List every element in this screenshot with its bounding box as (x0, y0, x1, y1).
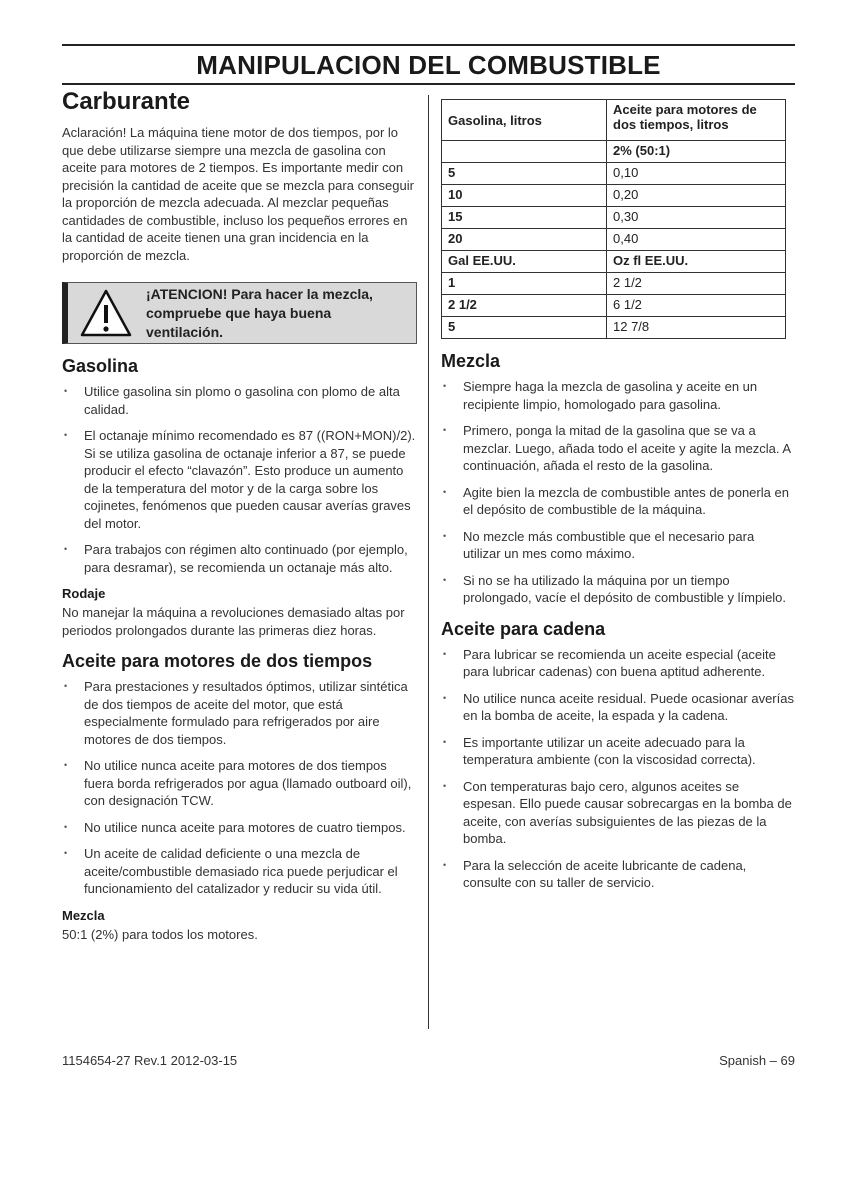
table-cell: 0,30 (607, 207, 786, 229)
table-cell: 0,10 (607, 163, 786, 185)
warning-text (146, 285, 408, 342)
carburante-intro: Aclaración! La máquina tiene motor de dos tiempos, por lo que debe utilizarse siempre una mezcla de gasolina con aceite para motores de 2 tiempos. Es importante medir con precisión la cantidad de aceite que se mezcla para conseguir la proporción de mezcla adecuada. Al mezclar pequeñas cantidades de combustible, incluso los pequeños errores en la cantidad de aceite tienen una gran incidencia en la proporción de mezcla. (62, 125, 414, 263)
list-item: • Con temperaturas bajo cero, algunos aceites se espesan. Ello puede causar sobrecargas en la bomba de aceite, con averías subsiguientes de las piezas de la bomba. (441, 778, 794, 848)
list-item: • Es importante utilizar un aceite adecuado para la temperatura ambiente (con la viscosidad correcta). (441, 734, 794, 769)
table-cell: 5 (442, 317, 607, 339)
column-divider (428, 95, 429, 1029)
warning-triangle-icon (80, 288, 132, 338)
list-item: • Si no se ha utilizado la máquina por un tiempo prolongado, vacíe el depósito de combustible y límpielo. (441, 572, 794, 607)
warning-line-1: ¡ATENCION! Para hacer la mezcla, (146, 285, 373, 302)
table-header-gasolina: Gasolina, litros (442, 100, 607, 141)
table-row (442, 251, 786, 273)
aceite-motor-heading: Aceite para motores de dos tiempos (62, 651, 373, 671)
table-row (442, 185, 786, 207)
aceite-motor-list (62, 678, 417, 898)
footer-page-number: Spanish – 69 (719, 1053, 795, 1068)
table-row (442, 141, 786, 163)
list-item: • No utilice nunca aceite para motores de dos tiempos fuera borda refrigerados por agua (llamado outboard oil), con designación TCW. (62, 757, 417, 810)
table-cell: 2 1/2 (442, 295, 607, 317)
title-rule-bottom (62, 83, 795, 85)
page-title: MANIPULACION DEL COMBUSTIBLE (196, 50, 661, 80)
table-cell: 0,40 (607, 229, 786, 251)
list-item: • Para lubricar se recomienda un aceite especial (aceite para lubricar cadenas) con buena aptitud adherente. (441, 646, 794, 681)
list-item: • Un aceite de calidad deficiente o una mezcla de aceite/combustible demasiado rica puede perjudicar el funcionamiento del catalizador y reducir su vida útil. (62, 845, 417, 898)
table-cell: 15 (442, 207, 607, 229)
table-cell: 1 (442, 273, 607, 295)
table-row (442, 295, 786, 317)
list-item: • Para la selección de aceite lubricante de cadena, consulte con su taller de servicio. (441, 857, 794, 892)
rodaje-heading: Rodaje (62, 586, 106, 601)
mezcla-list (441, 378, 794, 607)
list-item: • No mezcle más combustible que el necesario para utilizar un mes como máximo. (441, 528, 794, 563)
list-item: • Para prestaciones y resultados óptimos, utilizar sintética de dos tiempos de aceite del motor, que está especialmente formulado para refrigerados por aire motores de dos tiempos. (62, 678, 417, 748)
table-row (442, 317, 786, 339)
gasolina-heading: Gasolina (62, 356, 139, 376)
table-row (442, 163, 786, 185)
table-cell: 6 1/2 (607, 295, 786, 317)
mezcla-heading: Mezcla (441, 351, 501, 371)
table-cell: 5 (442, 163, 607, 185)
mezcla-ratio-heading: Mezcla (62, 907, 105, 923)
table-row (442, 207, 786, 229)
table-ratio: 2% (50:1) (607, 141, 786, 163)
list-item: • No utilice nunca aceite residual. Puede ocasionar averías en la bomba de aceite, la espada y la cadena. (441, 690, 794, 725)
list-item: • Agite bien la mezcla de combustible antes de ponerla en el depósito de combustible de la máquina. (441, 484, 794, 519)
list-item: • No utilice nunca aceite para motores de cuatro tiempos. (62, 819, 417, 837)
table-cell: 20 (442, 229, 607, 251)
fuel-mix-table (441, 99, 786, 339)
table-cell (442, 141, 607, 163)
list-item: • Primero, ponga la mitad de la gasolina que se va a mezclar. Luego, añada todo el aceite y agite la mezcla. A continuación, añada el resto de la gasolina. (441, 422, 794, 475)
title-rule-top (62, 44, 795, 46)
table-cell: 12 7/8 (607, 317, 786, 339)
warning-box (62, 282, 417, 344)
table-header-gal: Gal EE.UU. (442, 251, 607, 273)
table-row (442, 100, 786, 141)
table-cell: 10 (442, 185, 607, 207)
mezcla-ratio-text: 50:1 (2%) para todos los motores. (62, 926, 258, 942)
rodaje-text: No manejar la máquina a revoluciones demasiado altas por periodos prolongados durante las primeras diez horas. (62, 605, 405, 638)
list-item: • Para trabajos con régimen alto continuado (por ejemplo, para desramar), se recomienda un octanaje más alto. (62, 541, 417, 576)
table-cell: 0,20 (607, 185, 786, 207)
aceite-cadena-list (441, 646, 794, 892)
footer-doc-id: 1154654-27 Rev.1 2012-03-15 (62, 1053, 238, 1068)
list-item: • El octanaje mínimo recomendado es 87 ((RON+MON)/2). Si se utiliza gasolina de octanaje inferior a 87, se puede producir el efecto “clavazón”. Esto produce un aumento de la temperatura del motor y de la carga sobre los cojinetes, fenómenos que pueden causar averías graves del motor. (62, 427, 417, 532)
table-header-aceite: Aceite para motores de dos tiempos, litros (607, 100, 786, 141)
warning-line-2: compruebe que haya buena ventilación. (146, 304, 332, 340)
gasolina-list (62, 383, 417, 576)
table-row (442, 273, 786, 295)
carburante-heading: Carburante (62, 88, 191, 115)
table-row (442, 229, 786, 251)
left-column (62, 88, 417, 949)
aceite-cadena-heading: Aceite para cadena (441, 618, 606, 639)
table-cell: 2 1/2 (607, 273, 786, 295)
table-header-oz: Oz fl EE.UU. (607, 251, 786, 273)
list-item: • Utilice gasolina sin plomo o gasolina con plomo de alta calidad. (62, 383, 417, 418)
list-item: • Siempre haga la mezcla de gasolina y aceite en un recipiente limpio, homologado para gasolina. (441, 378, 794, 413)
right-column (441, 99, 794, 901)
